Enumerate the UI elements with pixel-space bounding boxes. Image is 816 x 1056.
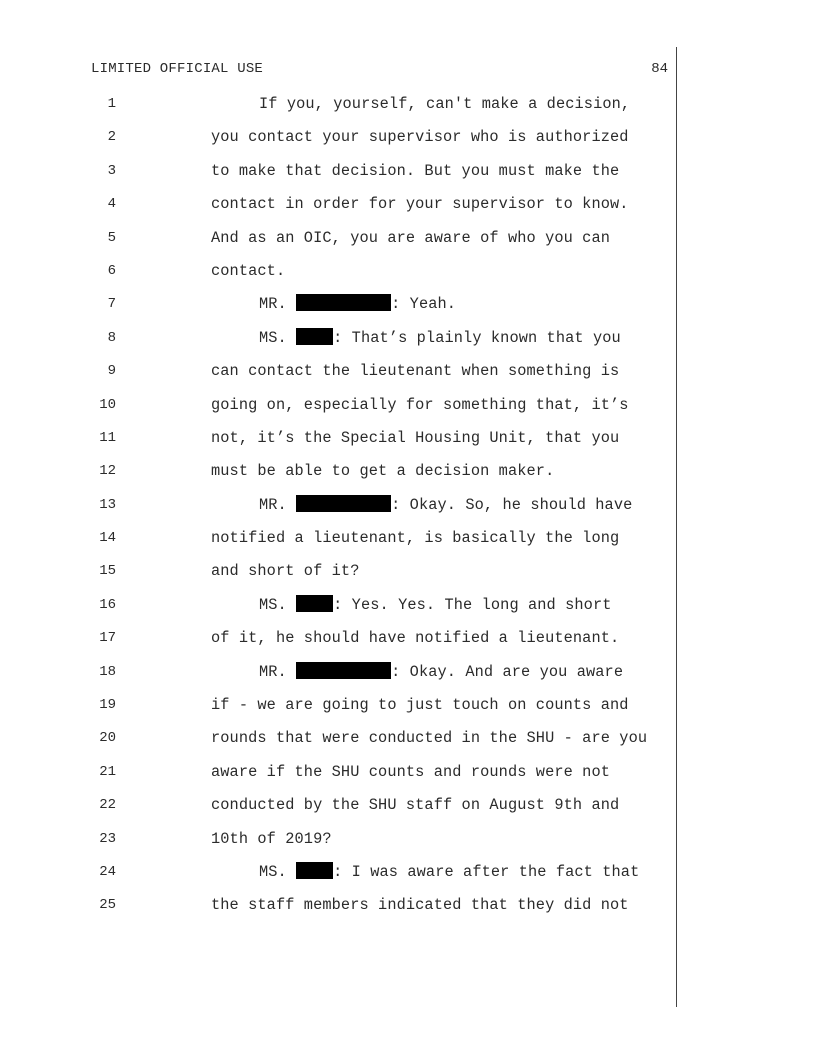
line-number: 25 <box>99 897 116 914</box>
transcript-line <box>0 192 676 225</box>
line-number: 7 <box>107 296 116 313</box>
line-number: 20 <box>99 730 116 747</box>
line-text: contact in order for your supervisor to know. <box>211 195 629 214</box>
speaker-label: MR. <box>259 495 287 514</box>
transcript-line <box>0 793 676 826</box>
line-text: to make that decision. But you must make the <box>211 161 620 180</box>
line-text: of it, he should have notified a lieutenant. <box>211 629 620 648</box>
line-text: the staff members indicated that they did not <box>211 896 629 915</box>
transcript-line <box>0 860 676 893</box>
transcript-line <box>0 559 676 592</box>
line-number: 17 <box>99 630 116 647</box>
line-number: 6 <box>107 262 116 279</box>
security-marking: LIMITED OFFICIAL USE <box>91 61 264 77</box>
redaction-box <box>296 862 333 879</box>
transcript-line <box>0 393 676 426</box>
line-number: 2 <box>107 129 116 146</box>
line-text: aware if the SHU counts and rounds were not <box>211 762 611 781</box>
transcript-line <box>0 359 676 392</box>
line-text: must be able to get a decision maker. <box>211 462 555 481</box>
line-text: if - we are going to just touch on counts and <box>211 696 629 715</box>
line-speech: : I was aware after the fact that <box>333 862 640 881</box>
line-number: 11 <box>99 429 116 446</box>
line-speech: : Yeah. <box>391 295 457 314</box>
transcript-body <box>0 92 676 927</box>
speaker-label: MR. <box>259 662 287 681</box>
transcript-line <box>0 226 676 259</box>
line-speech: : That’s plainly known that you <box>333 328 621 347</box>
line-number: 4 <box>107 196 116 213</box>
redaction-box <box>296 294 391 311</box>
line-number: 13 <box>99 496 116 513</box>
line-text <box>259 493 664 517</box>
line-number: 8 <box>107 329 116 346</box>
transcript-line <box>0 893 676 926</box>
transcript-line <box>0 693 676 726</box>
line-speech: : Okay. And are you aware <box>391 662 624 681</box>
line-text: not, it’s the Special Housing Unit, that you <box>211 428 620 447</box>
line-text <box>259 660 664 684</box>
line-text: If you, yourself, can't make a decision, <box>259 95 631 113</box>
transcript-line <box>0 493 676 526</box>
line-number: 22 <box>99 797 116 814</box>
redaction-box <box>296 595 333 612</box>
line-speech: : Yes. Yes. The long and short <box>333 595 612 614</box>
redaction-box <box>296 495 391 512</box>
transcript-line <box>0 827 676 860</box>
line-number: 14 <box>99 530 116 547</box>
page-number: 84 <box>651 61 668 77</box>
transcript-line <box>0 459 676 492</box>
speaker-label: MS. <box>259 595 287 614</box>
transcript-line <box>0 92 676 125</box>
right-margin-rule <box>676 47 677 1007</box>
line-text <box>259 593 664 617</box>
redaction-box <box>296 328 333 345</box>
line-number: 16 <box>99 596 116 613</box>
line-number: 19 <box>99 697 116 714</box>
transcript-line <box>0 526 676 559</box>
transcript-line <box>0 626 676 659</box>
transcript-line <box>0 259 676 292</box>
line-text: going on, especially for something that, it’s <box>211 395 629 414</box>
line-number: 21 <box>99 763 116 780</box>
line-text: you contact your supervisor who is authorized <box>211 128 629 147</box>
line-number: 3 <box>107 162 116 179</box>
line-number: 24 <box>99 863 116 880</box>
line-text: rounds that were conducted in the SHU - are you <box>211 729 648 748</box>
transcript-line <box>0 660 676 693</box>
transcript-line <box>0 326 676 359</box>
transcript-line <box>0 760 676 793</box>
line-text <box>259 860 664 884</box>
line-text: 10th of 2019? <box>211 829 332 848</box>
line-text: notified a lieutenant, is basically the long <box>211 529 620 548</box>
line-text: can contact the lieutenant when something is <box>211 362 620 381</box>
line-number: 12 <box>99 463 116 480</box>
speaker-label: MR. <box>259 295 287 314</box>
line-text: conducted by the SHU staff on August 9th and <box>211 796 620 815</box>
line-text <box>259 326 664 350</box>
transcript-line <box>0 159 676 192</box>
transcript-line <box>0 593 676 626</box>
line-number: 1 <box>107 96 116 112</box>
line-number: 9 <box>107 363 116 380</box>
line-number: 5 <box>107 229 116 246</box>
transcript-line <box>0 125 676 158</box>
line-number: 18 <box>99 663 116 680</box>
line-text: And as an OIC, you are aware of who you can <box>211 228 611 247</box>
line-number: 15 <box>99 563 116 580</box>
line-number: 10 <box>99 396 116 413</box>
speaker-label: MS. <box>259 328 287 347</box>
transcript-line <box>0 726 676 759</box>
line-text: contact. <box>211 261 286 280</box>
line-number: 23 <box>99 830 116 847</box>
line-speech: : Okay. So, he should have <box>391 495 633 514</box>
line-text <box>259 292 664 316</box>
redaction-box <box>296 662 391 679</box>
line-text: and short of it? <box>211 562 360 581</box>
speaker-label: MS. <box>259 862 287 881</box>
transcript-line <box>0 426 676 459</box>
transcript-line <box>0 292 676 325</box>
